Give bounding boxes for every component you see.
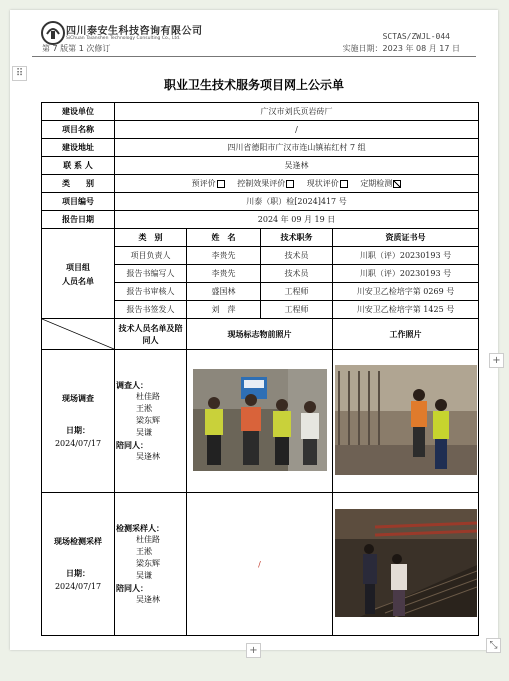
sampling-work-photo [335,509,477,617]
type-options [115,175,479,193]
photo-placeholder: / [258,559,261,569]
document-page [10,10,501,651]
photo1-column-header: 现场标志物前照片 [187,319,333,350]
contact-label: 联 系 人 [42,157,115,175]
type-option-status[interactable]: 现状评价 [307,179,348,188]
table-row: 项目负责人 李贵先 技术员 川职（评）20230193 号 [42,247,479,265]
sampling-photo1-cell [187,493,333,636]
notice-table [41,102,479,636]
project-label: 项目名称 [42,121,115,139]
member-header-title: 技术职务 [261,229,333,247]
add-row-icon[interactable]: + [246,643,261,658]
checkbox-icon [286,180,294,188]
sampling-label-cell: 现场检测采样 日期： 2024/07/17 [42,493,115,636]
diagonal-cell [42,319,115,350]
survey-label-cell: 现场调查 日期： 2024/07/17 [42,350,115,493]
type-option-periodic[interactable]: 定期检测 [360,179,401,188]
member-group-label: 项目组 人员名单 [42,229,115,319]
contact-value: 吴逢林 [115,157,479,175]
type-option-control[interactable]: 控制效果评价 [237,179,294,188]
project-value: / [115,121,479,139]
code-value: 川泰（职）检[2024]417 号 [115,193,479,211]
code-label: 项目编号 [42,193,115,211]
survey-staff-cell: 调查人： 杜佳路 王淞 梁东辉 吴谦 陪同人： 吴逢林 [115,350,187,493]
survey-work-photo [335,365,477,475]
date-value: 2024 年 09 月 19 日 [115,211,479,229]
member-header-cert: 资质证书号 [333,229,479,247]
unit-label: 建设单位 [42,103,115,121]
checkbox-checked-icon [393,180,401,188]
address-value: 四川省德阳市广汉市连山镇祐红村 7 组 [115,139,479,157]
checkbox-icon [340,180,348,188]
revision-text: 第 7 版第 1 次修订 [42,44,111,53]
sampling-staff-cell: 检测采样人： 杜佳路 王淞 梁东辉 吴谦 陪同人： 吴逢林 [115,493,187,636]
member-header-name: 姓 名 [187,229,261,247]
implementation-date: 实施日期：2023 年 08 月 17 日 [342,44,460,53]
type-option-pre[interactable]: 预评价 [192,179,225,188]
page-title: 职业卫生技术服务项目网上公示单 [163,78,344,92]
table-row: 报告书审核人 盛国林 工程师 川安卫乙检培字第 0269 号 [42,283,479,301]
survey-photo2-cell [333,350,479,493]
photo2-column-header: 工作照片 [333,319,479,350]
survey-sign-photo [193,369,327,471]
header-divider [32,56,476,57]
company-name-en: SiChuan Taianshen Technology Consulting Co., Ltd. [66,36,181,41]
sampling-photo2-cell [333,493,479,636]
staff-column-header: 技术人员名单及陪同人 [115,319,187,350]
survey-photo1-cell [187,350,333,493]
add-column-icon[interactable]: + [489,353,504,368]
company-name-cn: 四川泰安生科技咨询有限公司 [66,26,203,37]
diagonal-line [42,319,114,349]
type-label: 类 别 [42,175,115,193]
drag-handle-icon[interactable]: ⠿ [12,66,27,81]
resize-handle-icon[interactable]: ⤡ [486,638,501,653]
date-label: 报告日期 [42,211,115,229]
table-row: 报告书编写人 李贵先 技术员 川职（评）20230193 号 [42,265,479,283]
table-row: 报告书签发人 刘 萍 工程师 川安卫乙检培字第 1425 号 [42,301,479,319]
checkbox-icon [217,180,225,188]
document-code: SCTAS/ZWJL-044 [382,32,450,41]
address-label: 建设地址 [42,139,115,157]
member-header-role: 类 别 [115,229,187,247]
unit-value: 广汉市刘氏页岩砖厂 [115,103,479,121]
